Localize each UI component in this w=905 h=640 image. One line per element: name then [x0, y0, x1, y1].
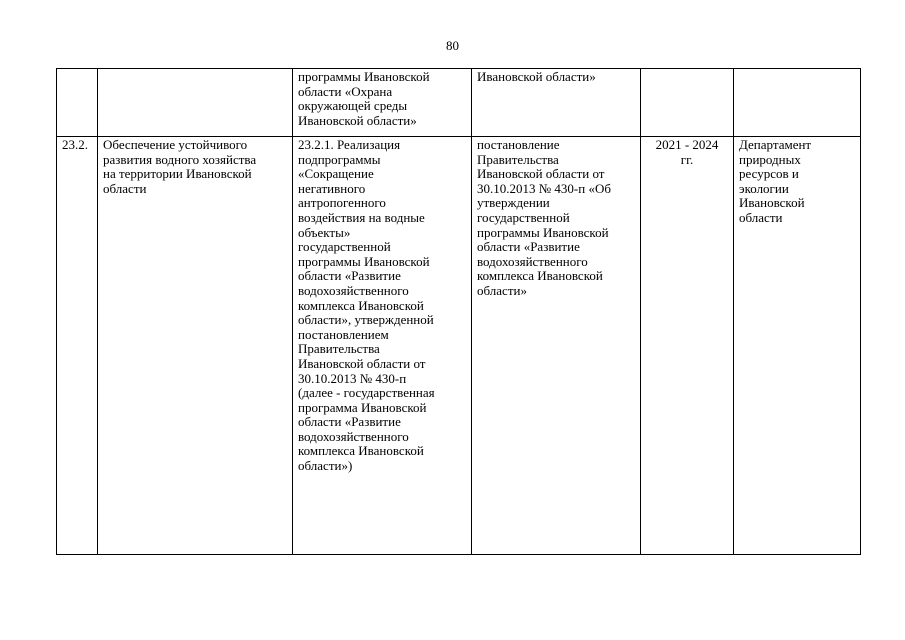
table-row: [57, 69, 861, 137]
page-number: 80: [446, 38, 459, 53]
cell-executor: Департамент природных ресурсов и экологии Ивановской области: [734, 137, 861, 555]
cell-document: Ивановской области»: [472, 69, 641, 137]
cell-measure: 23.2.1. Реализация подпрограммы «Сокращение негативного антропогенного воздействия на водные объекты» государственной программы Ивановской области «Развитие водохозяйственного комплекса Ивановской области», утвержденной постановлением Правительства Ивановской области от 30.10.2013 № 430-п (далее - государственная программа Ивановской области «Развитие водохозяйственного комплекса Ивановской области»): [293, 137, 472, 555]
cell-measure: программы Ивановской области «Охрана окружающей среды Ивановской области»: [293, 69, 472, 137]
cell-period: 2021 - 2024 гг.: [641, 137, 734, 555]
cell-number: [57, 69, 98, 137]
cell-number: 23.2.: [57, 137, 98, 555]
cell-task: [98, 69, 293, 137]
cell-task: Обеспечение устойчивого развития водного хозяйства на территории Ивановской области: [98, 137, 293, 555]
cell-executor: [734, 69, 861, 137]
table-row: [57, 137, 861, 555]
measures-table: [56, 68, 861, 555]
cell-period: [641, 69, 734, 137]
cell-document: постановление Правительства Ивановской области от 30.10.2013 № 430-п «Об утверждении государственной программы Ивановской области «Развитие водохозяйственного комплекса Ивановской области»: [472, 137, 641, 555]
